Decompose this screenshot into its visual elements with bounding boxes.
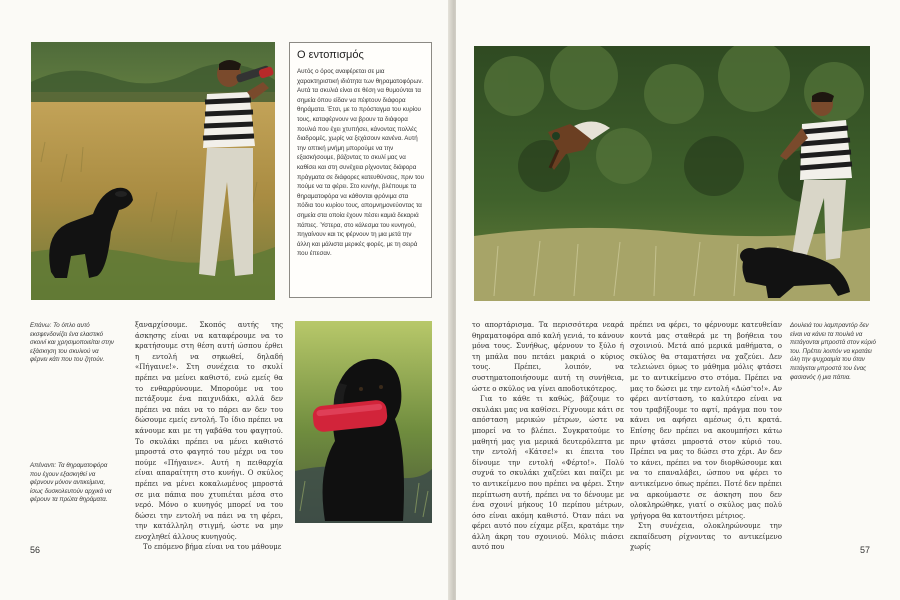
- left-body-paragraph: ξαναρχίσουμε. Σκοπός αυτής της άσκησης είναι να καταφέρουμε να το κρατήσουμε στη θέση αυτή ώσπου έρθει η εντολή να σηκωθεί, δηλαδή «Πήγαινε!». Στη συνέχεια το σκυλί πρέπει να μείνει καθιστό, ενώ εμείς θα το ενθαρρύνουμε. Μπορούμε να του πετάξουμε ένα παιχνιδάκι, αλλά δεν πρέπει να πάει να το πάρει αν δεν του δώσουμε εμείς εντολή. Το ίδιο πρέπει να κάνουμε και με τη γαβάθα του φαγητού. Το σκυλάκι πρέπει να μένει καθιστό μπροστά στο φαγητό του μέχρι να του πούμε «Πήγαινε». Αυτή η πειθαρχία είναι απαραίτητη στο κυνήγι. Ο σκύλος πρέπει να μένει κοκαλωμένος μπροστά σε μια πάπια που χτυπιέται μέσα στο νερό. Μόνο ο κυνηγός μπορεί να του δώσει την εντολή να πάει να τη φέρει, την κατάλληλη στιγμή, ώστε να μην ενοχληθεί άλλους κυνηγούς.: [135, 321, 283, 541]
- labrador-with-dummy-photo: [295, 321, 432, 523]
- right-page: [456, 0, 900, 600]
- labrador-hunter-photo: [31, 42, 275, 300]
- sidebar-title: Ο εντοπισμός: [297, 49, 364, 61]
- hunter-launcher-photo: [31, 42, 275, 300]
- right-body-paragraph: Στη συνέχεια, ολοκληρώνουμε την εκπαίδευση ρίχνοντας το αντικείμενο χωρίς: [630, 522, 782, 552]
- left-body-column: [135, 320, 283, 553]
- right-body-paragraph: πρέπει να φέρει, το φέρνουμε κατευθείαν κοντά μας σταθερά με τη βοήθεια του σχοινιού. Μετά από μερικά μαθήματα, ο σκύλος θα σταματήσει να χαζεύει. Δεν τελειώνει όμως το μάθημα μόλις φτάσει με το αντικείμενο στο στόμα. Πρέπει να μας το δώσει με την εντολή «Δώσ'το!». Αν φέρει αντίσταση, το καλύτερο είναι να του τραβήξουμε το αφτί, πράγμα που τον κάνει να αφήσει αμέσως ό,τι κρατά. Επίσης δεν πρέπει να ακουμπήσει κάτω πριν φτάσει μπροστά στον κύριό του. Πρέπει να μας το δώσει στο χέρι. Αν δεν το κάνει, πρέπει να τον διορθώσουμε και να το επαναλάβει, ώσπου να φέρει το αντικείμενο όπως πρέπει. Ποτέ δεν πρέπει να αρκούμαστε σε άσκηση που δεν ολοκληρώθηκε, γιατί ο σκύλος μας πολύ γρήγορα θα κατοντήσει μέτριος.: [630, 321, 782, 520]
- page-number-left: 56: [30, 545, 41, 555]
- caption-bottom: Απέναντι: Τα θηραματοφόρα που έχουν εξασκηθεί να φέρνουν μόνον αντικείμενα, ίσως δυσκολευτούν αρχικά να φέρουν τα πρώτα θηράματα.: [30, 462, 112, 504]
- right-body-column-1: [472, 320, 624, 553]
- right-body-paragraph: Για το κάθε τι καθώς, βάζουμε το σκυλάκι μας να καθίσει. Ρίχνουμε κάτι σε απόσταση μερικών μέτρων, ώστε να μπορεί να το βλέπει. Συγκρατούμε το μαθητή μας για μερικά δευτερόλεπτα με την εντολή «Κάτσε!» κι έπειτα του δίνουμε την εντολή «Φέρτο!». Πολύ συχνά το σκυλάκι χαζεύει και παίζει με το αντικείμενο που πρέπει να φέρει. Στην περίπτωση αυτή, πρέπει να το δένουμε με ένα σχοινί μήκους 10 περίπου μέτρων, όσο είναι ακόμη καθιστό. Όταν πάει να φέρει αυτό που είχαμε ρίξει, κρατάμε την άλλη άκρη του σχοινιού. Μόλις πιάσει αυτό που: [472, 395, 624, 552]
- caption-right: Δουλειά του λαμπραντόρ δεν είναι να κάνει τα πουλιά να πετάγονται μπροστά στον κύριό του. Πρέπει λοιπόν να κρατάει όλη την ψυχραιμία του όταν πετάγεται μπροστά του ένας φασιανός ή μια πάπια.: [790, 322, 876, 381]
- right-body-paragraph: το απορτάρισμα. Τα περισσότερα νεαρά θηραματοφόρα από καλή γενιά, το κάνουν μόνα τους. Συνήθως, φέρνουν το ξύλο ή τη μπάλα που πετάει μακριά ο κύριος τους. Πρέπει, λοιπόν, να συστηματοποιήσουμε αυτή τη συνήθεια, ώστε ο σκύλος να γίνει αποδοτικότερος.: [472, 321, 624, 393]
- page-number-right: 57: [860, 545, 871, 555]
- sidebar-text: Αυτός ο όρος αναφέρεται σε μια χαρακτηριστική ιδιότητα των θηραματοφόρων. Αυτά τα σκυλιά είναι σε θέση να θυμούνται τα σημεία όπου είδαν να πέφτουν διάφορα θηράματα. Έτσι, με το πρόσταγμα του κυρίου τους, καταφέρνουν να βρουν τα διάφορα πουλιά που έχει χτυπήσει, κάνοντας πολλές διαδρομές, χωρίς να ξεχάσουν κανένα. Αυτή την οπτική μνήμη μπορούμε να την εξασκήσουμε, βάζοντας το σκυλί μας να καθίσει και στη συνέχεια ρίχνοντας διάφορα πράγματα σε διάφορες κατευθύνσεις, πριν του πούμε να τα φέρει. Στο κυνήγι, βλέπουμε τα θηραματοφόρα να κάθονται φρόνιμα στα πόδια του κυρίου τους, απομνημονεύοντας τα σημεία στα οποία έχουν πέσει καμιά δεκαριά πάπιες. Ύστερα, στο κάλεσμα του κυνηγού, πηγαίνουν και τις φέρνουν τη μια μετά την άλλη και μάλιστα μερικές φορές, με τη σειρά που έπεσαν.: [297, 68, 425, 258]
- left-body-paragraph: Το επόμενο βήμα είναι να του μάθουμε: [143, 543, 282, 552]
- right-body-column-2: [630, 320, 782, 553]
- pheasant-flush-photo: [474, 46, 870, 301]
- localization-sidebar: [289, 42, 432, 298]
- caption-top: Επάνω: Το όπλο αυτό εκσφενδονίζει ένα ελαστικό σκοινί και χρησιμοποιείται στην εξάσκηση του σκυλιού να φέρνει κάτι που του ζητούν.: [30, 322, 114, 364]
- labrador-dummy-photo: [295, 321, 432, 523]
- pheasant-flush-photo-frame: [474, 46, 870, 301]
